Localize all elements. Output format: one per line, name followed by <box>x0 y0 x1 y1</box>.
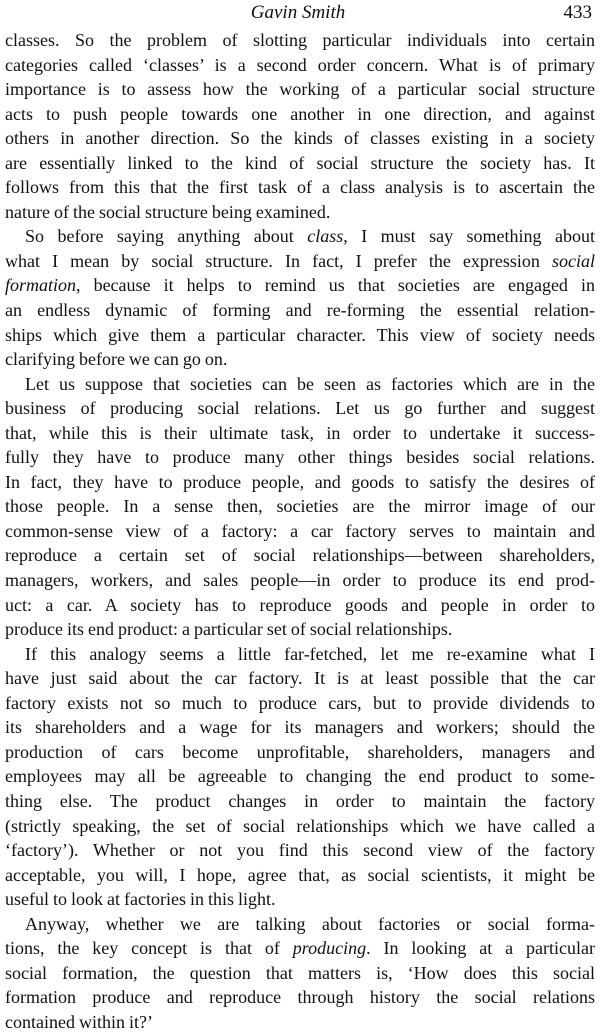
italic-term: formation <box>5 275 77 296</box>
body-text <box>5 28 595 1034</box>
text-line: that, while this is their ultimate task, in order to undertake it success- <box>5 422 595 443</box>
text-run: . In looking at a particular <box>366 938 596 959</box>
text-line: production of cars become unprofitable, shareholders, managers and <box>5 741 595 762</box>
text-line: classes. So the problem of slotting particular individuals into certain <box>5 30 595 50</box>
text-run: So before saying anything about <box>25 226 308 247</box>
text-line: clarifying before we can go on. <box>5 349 228 370</box>
text-line: formation produce and reproduce through history the social relations <box>5 987 595 1008</box>
text-line: importance is to assess how the working of a particular social structure <box>5 79 595 100</box>
text-line: fully they have to produce many other things besides social relations. <box>5 447 595 468</box>
text-run: what I mean by social structure. In fact, I prefer the expression <box>5 250 552 271</box>
page-header <box>4 2 592 28</box>
text-line <box>5 249 595 274</box>
text-line: contained within it?’ <box>5 1011 153 1032</box>
text-line: thing else. The product changes in order to maintain the factory <box>5 790 595 811</box>
text-line: those people. In a sense then, societies are the mirror image of our <box>5 496 595 517</box>
text-line: reproduce a certain set of social relationships—between shareholders, <box>5 545 595 566</box>
text-line: nature of the social structure being examined. <box>5 201 331 222</box>
text-line: Anyway, whether we are talking about factories or social forma- <box>25 913 595 934</box>
text-line: categories called ‘classes’ is a second order concern. What is of primary <box>5 54 595 75</box>
text-line: business of producing social relations. Let us go further and suggest <box>5 398 595 419</box>
italic-term: social <box>552 250 595 271</box>
text-run: , because it helps to remind us that societies are engaged in <box>76 275 595 296</box>
text-run: tions, the key concept is that of <box>5 938 293 959</box>
running-head: Gavin Smith <box>250 2 346 23</box>
italic-term: class <box>307 226 344 247</box>
text-line: acceptable, you will, I hope, agree that, as social scientists, it might be <box>5 864 595 885</box>
text-line: ‘factory’). Whether or not you find this second view of the factory <box>5 840 595 861</box>
text-line: have just said about the car factory. It is at least possible that the car <box>5 668 595 689</box>
page-number: 433 <box>563 2 592 23</box>
text-line <box>5 936 595 961</box>
text-line: an endless dynamic of forming and re-forming the essential relation- <box>5 300 595 321</box>
text-line: managers, workers, and sales people—in order to produce its end prod- <box>5 570 595 591</box>
text-line: its shareholders and a wage for its managers and workers; should the <box>5 717 595 738</box>
text-line: (strictly speaking, the set of social relationships which we have called a <box>5 815 595 836</box>
text-line: If this analogy seems a little far-fetched, let me re-examine what I <box>25 643 595 664</box>
text-line: uct: a car. A society has to reproduce goods and people in order to <box>5 594 595 615</box>
text-line <box>5 224 595 249</box>
text-line <box>5 273 595 298</box>
text-line: social formation, the question that matters is, ‘How does this social <box>5 962 595 983</box>
text-line: Let us suppose that societies can be seen as factories which are in the <box>25 373 595 394</box>
text-line: are essentially linked to the kind of social structure the society has. It <box>5 152 595 173</box>
text-line: employees may all be agreeable to changing the end product to some- <box>5 766 595 787</box>
text-line: factory exists not so much to produce cars, but to provide dividends to <box>5 692 595 713</box>
text-line: produce its end product: a particular set of social relationships. <box>5 619 453 640</box>
text-line: useful to look at factories in this light. <box>5 889 276 910</box>
text-line: common-sense view of a factory: a car factory serves to maintain and <box>5 520 595 541</box>
text-line: ships which give them a particular character. This view of society needs <box>5 324 595 345</box>
text-line: acts to push people towards one another in one direction, and against <box>5 103 595 124</box>
text-line: follows from this that the first task of a class analysis is to ascertain the <box>5 177 595 198</box>
text-run: , I must say something about <box>343 226 595 247</box>
text-line: others in another direction. So the kinds of classes existing in a society <box>5 128 595 149</box>
text-line: In fact, they have to produce people, and goods to satisfy the desires of <box>5 471 595 492</box>
italic-term: producing <box>292 938 367 959</box>
